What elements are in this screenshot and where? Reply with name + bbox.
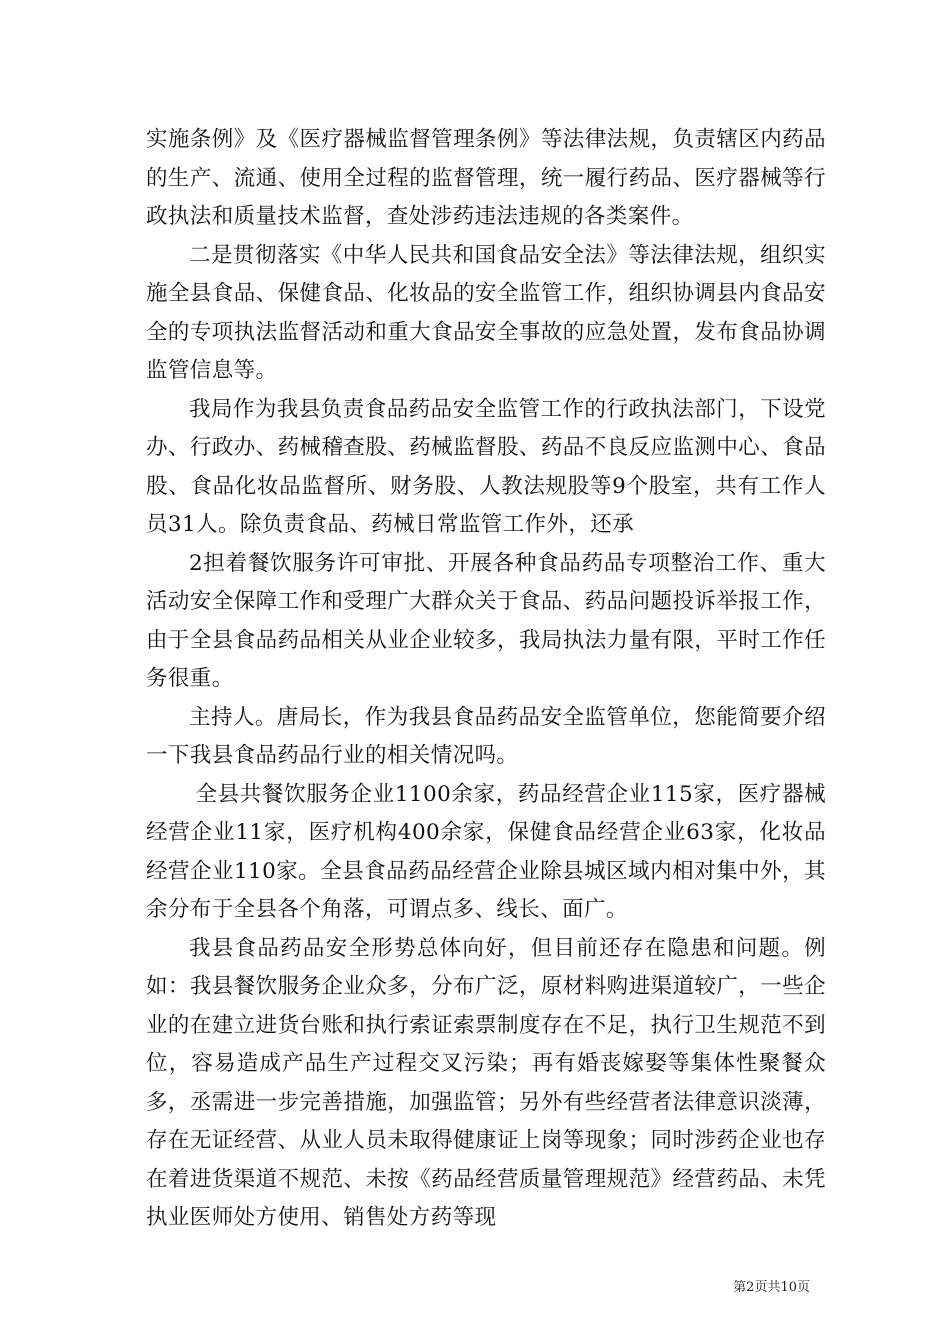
paragraph-bureau-structure: 我局作为我县负责食品药品安全监管工作的行政执法部门，下设党办、行政办、药械稽查股、药械监督股、药品不良反应监测中心、食品股、食品化妆品监督所、财务股、人教法规股等9个股室，共有工作人员31人。除负责食品、药械日常监管工作外，还承 — [146, 396, 826, 537]
paragraph-industry-overview: 全县共餐饮服务企业1100余家，药品经营企业115家，医疗器械经营企业11家，医疗机构400余家，保健食品经营企业63家，化妆品经营企业110家。全县食品药品经营企业除县城区域内相对集中外，其余分布于全县各个角落，可谓点多、线长、面广。 — [146, 781, 826, 922]
page-number: 第2页共10页 — [733, 1280, 810, 1295]
paragraph-food-safety-law: 二是贯彻落实《中华人民共和国食品安全法》等法律法规，组织实施全县食品、保健食品、化妆品的安全监管工作，组织协调县内食品安全的专项执法监督活动和重大食品安全事故的应急处置，发布食品协调监管信息等。 — [146, 242, 826, 383]
paragraph-safety-situation: 我县食品药品安全形势总体向好，但目前还存在隐患和问题。例如：我县餐饮服务企业众多，分布广泛，原材料购进渠道较广，一些企业的在建立进货台账和执行索证索票制度存在不足，执行卫生规范不到位，容易造成产品生产过程交叉污染；再有婚丧嫁娶等集体性聚餐众多，丞需进一步完善措施，加强监管；另外有些经营者法律意识淡薄，存在无证经营、从业人员未取得健康证上岗等现象；同时涉药企业也存在着进货渠道不规范、未按《药品经营质量管理规范》经营药品、未凭执业医师处方使用、销售处方药等现 — [146, 935, 826, 1230]
document-body — [146, 121, 826, 1238]
paragraph-bureau-duties: 2担着餐饮服务许可审批、开展各种食品药品专项整治工作、重大活动安全保障工作和受理广大群众关于食品、药品问题投诉举报工作，由于全县食品药品相关从业企业较多，我局执法力量有限，平时工作任务很重。 — [146, 550, 826, 691]
paragraph-host-question: 主持人。唐局长，作为我县食品药品安全监管单位，您能简要介绍一下我县食品药品行业的相关情况吗。 — [146, 704, 826, 768]
paragraph-continuation: 实施条例》及《医疗器械监督管理条例》等法律法规，负责辖区内药品的生产、流通、使用全过程的监督管理，统一履行药品、医疗器械等行政执法和质量技术监督，查处涉药违法违规的各类案件。 — [146, 127, 826, 229]
